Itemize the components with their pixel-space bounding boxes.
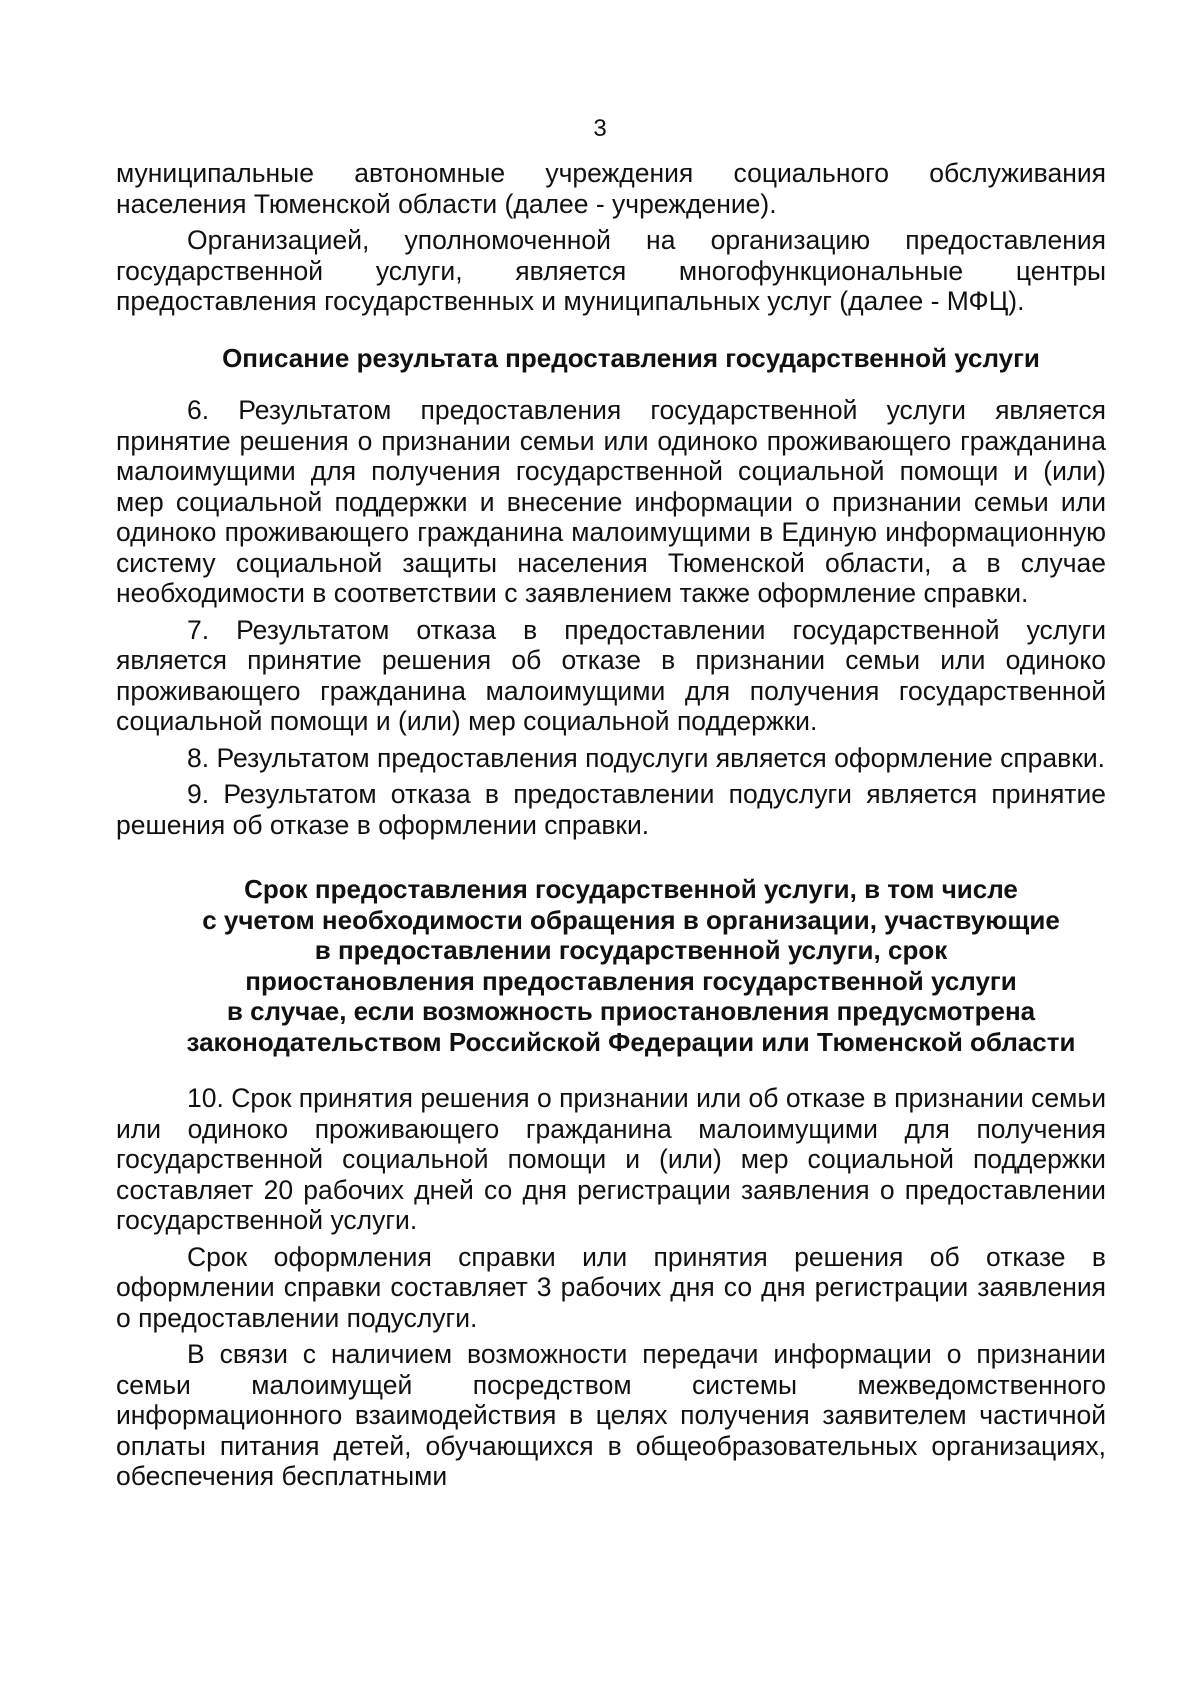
paragraph-certificate-term: Срок оформления справки или принятия решения об отказе в оформлении справки составляет 3 рабочих дня со дня регистрации заявления о предоставлении подуслуги. [116, 1241, 1106, 1333]
page-number: 3 [593, 115, 607, 142]
paragraph-item-8: 8. Результатом предоставления подуслуги является оформление справки. [187, 742, 1105, 773]
heading-line: в случае, если возможность приостановления предусмотрена [226, 996, 1036, 1026]
paragraph-item-10: 10. Срок принятия решения о признании или об отказе в признании семьи или одиноко проживающего гражданина малоимущими для получения государственной социальной помощи и (или) мер социальной поддержки составляет 20 рабочих дней со дня регистрации заявления о предоставлении государственной услуги. [116, 1083, 1106, 1235]
heading-line: Срок предоставления государственной услуги, в том числе [244, 874, 1018, 904]
paragraph-interagency-info: В связи с наличием возможности передачи информации о признании семьи малоимущей посредством системы межведомственного информационного взаимодействия в целях получения заявителем частичной оплаты питания детей, обучающихся в общеобразовательных организациях, обеспечения бесплатными [116, 1339, 1106, 1491]
heading-line: законодательством Российской Федерации или Тюменской области [186, 1026, 1076, 1057]
paragraph-item-6: 6. Результатом предоставления государственной услуги является принятие решения о признании семьи или одиноко проживающего гражданина малоимущими для получения государственной социальной помощи и (или) мер социальной поддержки и внесение информации о признании семьи или одиноко проживающего гражданина малоимущими в Единую информационную систему социальной защиты населения Тюменской области, а в случае необходимости в соответствии с заявлением также оформление справки. [116, 395, 1106, 608]
heading-line: в предоставлении государственной услуги, срок [314, 935, 948, 965]
section-heading-result: Описание результата предоставления государственной услуги [222, 342, 1040, 373]
paragraph-item-9: 9. Результатом отказа в предоставлении подуслуги является принятие решения об отказе в оформлении справки. [116, 779, 1106, 840]
document-body [116, 158, 1106, 1498]
section-heading-term [116, 874, 1106, 1057]
paragraph-item-7: 7. Результатом отказа в предоставлении государственной услуги является принятие решения об отказе в признании семьи или одиноко проживающего гражданина малоимущими для получения государственной социальной помощи и (или) мер социальной поддержки. [116, 614, 1106, 736]
heading-line: приостановления предоставления государственной услуги [245, 965, 1017, 996]
paragraph-mfc-organization: Организацией, уполномоченной на организацию предоставления государственной услуги, является многофункциональные центры предоставления государственных и муниципальных услуг (далее - МФЦ). [116, 225, 1106, 316]
heading-line: с учетом необходимости обращения в организации, участвующие [202, 904, 1060, 935]
paragraph-intro-continuation: муниципальные автономные учреждения социального обслуживания населения Тюменской области (далее - учреждение). [116, 158, 1106, 219]
